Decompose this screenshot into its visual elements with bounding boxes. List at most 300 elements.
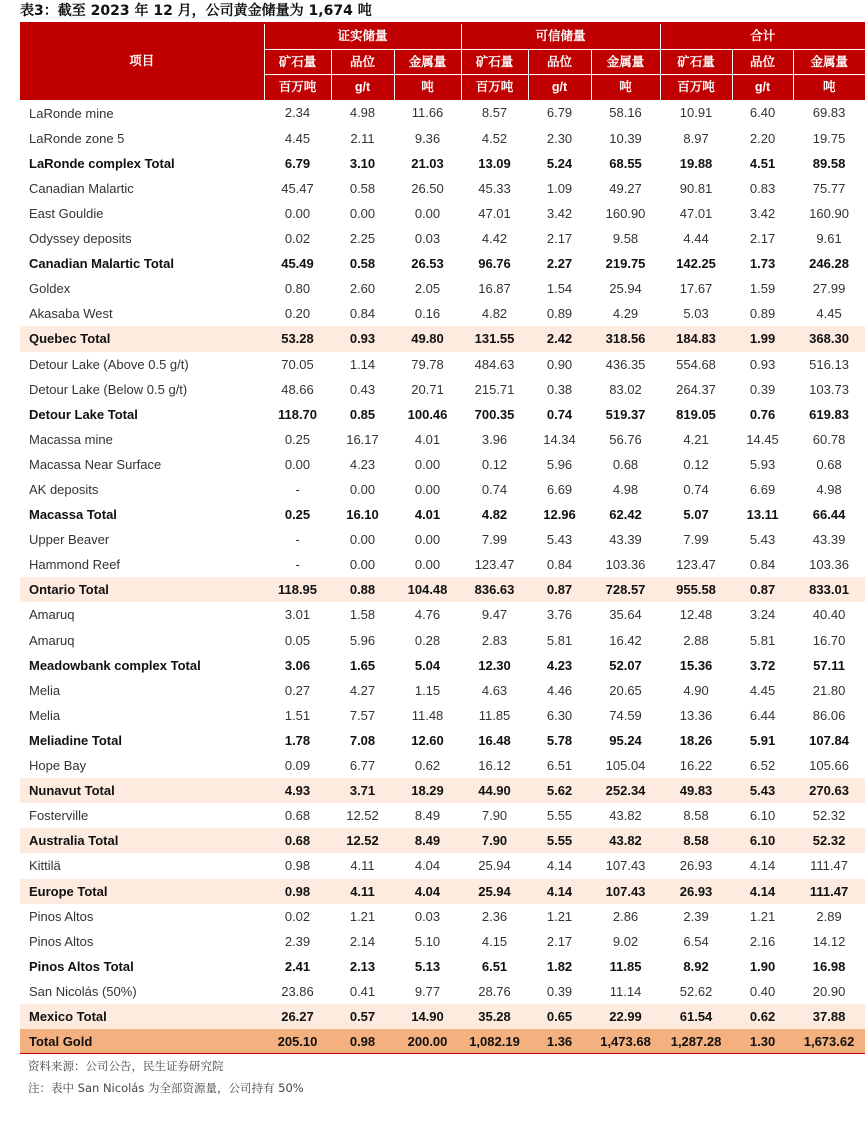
table-cell: 25.94: [461, 879, 528, 904]
table-cell: 83.02: [609, 381, 642, 397]
row-label: Pinos Altos: [29, 908, 94, 924]
table-cell: 9.47: [481, 607, 508, 623]
table-cell: 131.55: [461, 326, 528, 351]
table-cell: 6.79: [546, 105, 573, 121]
table-cell: 0.00: [284, 456, 311, 472]
table-cell: 44.90: [461, 778, 528, 803]
table-cell: 13.09: [478, 155, 511, 171]
table-cell: 3.72: [749, 657, 776, 673]
table-cell: 160.90: [605, 205, 646, 221]
table-cell: 12.48: [679, 607, 713, 623]
subtotal-row: [20, 954, 865, 979]
row-label: East Gouldie: [29, 205, 104, 221]
table-cell: 16.98: [812, 958, 846, 974]
table-cell: 11.48: [411, 707, 444, 723]
table-cell: 1.73: [749, 256, 776, 272]
table-cell: 105.04: [605, 758, 646, 774]
table-cell: 4.82: [481, 306, 508, 322]
table-cell: 5.62: [528, 778, 591, 803]
table-cell: 52.32: [812, 808, 846, 824]
table-row: [20, 126, 865, 151]
table-cell: 215.71: [474, 381, 515, 397]
table-cell: 836.63: [461, 577, 528, 602]
table-cell: 4.04: [414, 858, 441, 874]
table-cell: 103.36: [809, 557, 849, 573]
table-cell: 4.15: [481, 933, 508, 949]
table-cell: 26.27: [264, 1004, 331, 1029]
table-cell: 1,673.62: [793, 1029, 865, 1054]
table-cell: 26.50: [411, 180, 444, 196]
table-cell: 8.97: [683, 130, 709, 146]
table-cell: 0.89: [546, 306, 573, 322]
table-cell: 270.63: [793, 778, 865, 803]
table-cell: 318.56: [591, 326, 660, 351]
table-row: [20, 929, 865, 954]
table-cell: 7.08: [349, 732, 376, 748]
table-cell: 16.22: [679, 758, 713, 774]
table-cell: 2.13: [349, 958, 376, 974]
table-cell: 6.69: [749, 482, 776, 498]
table-cell: 68.55: [609, 155, 642, 171]
table-cell: 105.66: [809, 758, 849, 774]
table-row: [20, 452, 865, 477]
table-cell: 5.43: [749, 532, 776, 548]
table-cell: 96.76: [478, 256, 511, 272]
row-label: Macassa Near Surface: [29, 456, 162, 472]
table-cell: 4.45: [749, 682, 776, 698]
table-cell: 955.58: [660, 577, 732, 602]
row-label: Pinos Altos: [29, 933, 94, 949]
table-cell: 2.17: [546, 231, 573, 247]
table-cell: 1.21: [546, 908, 573, 924]
row-label: Australia Total: [20, 828, 264, 853]
table-cell: 2.39: [683, 908, 709, 924]
table-cell: 4.23: [349, 456, 376, 472]
table-cell: 264.37: [676, 381, 716, 397]
table-cell: 75.77: [812, 180, 846, 196]
table-cell: 48.66: [281, 381, 314, 397]
table-cell: 25.94: [478, 858, 511, 874]
table-row: [20, 276, 865, 301]
table-cell: 104.48: [394, 577, 461, 602]
remark-note: 注：表中 San Nicolás 为全部资源量，公司持有 50%: [28, 1081, 304, 1095]
table-cell: 0.00: [349, 532, 376, 548]
table-cell: 118.70: [277, 406, 318, 422]
row-label: Detour Lake Total: [29, 406, 138, 422]
table-cell: 14.90: [394, 1004, 461, 1029]
region-total-row: [20, 828, 865, 853]
table-cell: 16.10: [346, 507, 379, 523]
table-cell: 5.55: [528, 828, 591, 853]
table-cell: 1.90: [749, 958, 776, 974]
row-label: Amaruq: [29, 607, 75, 623]
table-cell: 0.39: [546, 983, 573, 999]
table-cell: 0.84: [546, 557, 573, 573]
table-cell: 89.58: [812, 155, 846, 171]
metric-header: 金属量: [793, 49, 865, 75]
table-cell: 5.78: [546, 732, 573, 748]
table-cell: 52.07: [609, 657, 642, 673]
table-cell: 10.91: [679, 105, 713, 121]
row-label: Detour Lake (Above 0.5 g/t): [29, 356, 189, 372]
row-label: Macassa mine: [29, 431, 113, 447]
table-cell: 103.73: [809, 381, 849, 397]
row-label: Meliadine Total: [29, 732, 122, 748]
table-cell: 0.12: [683, 456, 709, 472]
table-cell: 49.80: [394, 326, 461, 351]
table-cell: 12.96: [543, 507, 576, 523]
table-row: [20, 377, 865, 402]
row-label: Akasaba West: [29, 306, 113, 322]
table-cell: 4.51: [749, 155, 776, 171]
table-cell: 2.89: [816, 908, 842, 924]
row-label: Melia: [29, 707, 61, 723]
metric-header: 金属量: [394, 49, 461, 75]
table-cell: 11.14: [609, 983, 642, 999]
table-cell: 4.29: [612, 306, 639, 322]
table-cell: 12.30: [478, 657, 511, 673]
table-cell: 35.64: [609, 607, 642, 623]
table-cell: 0.02: [284, 231, 311, 247]
table-cell: 6.10: [749, 808, 776, 824]
table-cell: 4.23: [546, 657, 573, 673]
table-cell: 728.57: [591, 577, 660, 602]
table-cell: 49.83: [660, 778, 732, 803]
table-cell: 484.63: [474, 356, 515, 372]
table-cell: 47.01: [679, 205, 713, 221]
table-cell: 184.83: [660, 326, 732, 351]
table-row: [20, 427, 865, 452]
table-cell: 0.25: [284, 431, 311, 447]
grand-total-row: [20, 1029, 865, 1054]
table-cell: 368.30: [793, 326, 865, 351]
table-cell: 40.40: [812, 607, 846, 623]
table-cell: 3.71: [331, 778, 394, 803]
table-cell: 2.83: [481, 632, 508, 648]
table-cell: 111.47: [793, 879, 865, 904]
table-cell: 5.24: [546, 155, 573, 171]
table-cell: 0.00: [414, 557, 441, 573]
table-cell: 3.06: [284, 657, 311, 673]
table-cell: 23.86: [281, 983, 314, 999]
table-cell: 1.36: [528, 1029, 591, 1054]
table-cell: 4.27: [349, 682, 376, 698]
table-cell: 3.76: [546, 607, 573, 623]
table-row: [20, 176, 865, 201]
table-cell: 25.94: [609, 281, 642, 297]
table-cell: 11.85: [609, 958, 642, 974]
unit-header: 百万吨: [461, 75, 528, 100]
row-label: Hope Bay: [29, 758, 87, 774]
table-cell: 252.34: [591, 778, 660, 803]
table-cell: 0.98: [331, 1029, 394, 1054]
table-cell: 2.17: [546, 933, 573, 949]
table-cell: 4.01: [414, 507, 441, 523]
table-cell: 43.82: [609, 808, 642, 824]
table-cell: 0.03: [414, 908, 441, 924]
table-cell: 4.45: [284, 130, 311, 146]
table-cell: 7.57: [349, 707, 376, 723]
table-cell: 700.35: [474, 406, 515, 422]
table-cell: 0.89: [749, 306, 776, 322]
table-cell: 56.76: [609, 431, 642, 447]
metric-header: 品位: [732, 49, 793, 75]
table-cell: 118.95: [264, 577, 331, 602]
table-cell: 15.36: [679, 657, 713, 673]
unit-header: 吨: [591, 75, 660, 100]
table-cell: 1.30: [732, 1029, 793, 1054]
table-cell: 4.14: [732, 879, 793, 904]
table-cell: 8.57: [481, 105, 508, 121]
table-cell: 5.81: [749, 632, 776, 648]
table-cell: 0.84: [349, 306, 376, 322]
table-cell: 0.27: [284, 682, 311, 698]
table-cell: 1.09: [546, 180, 573, 196]
table-cell: 0.58: [349, 256, 376, 272]
group-header-proven: 证实储量: [264, 24, 461, 49]
table-cell: 3.10: [349, 155, 376, 171]
table-cell: 1.59: [749, 281, 776, 297]
table-cell: 516.13: [809, 356, 849, 372]
table-cell: 123.47: [474, 557, 515, 573]
table-cell: 4.21: [683, 431, 709, 447]
table-cell: 0.68: [612, 456, 639, 472]
table-cell: 2.25: [349, 231, 376, 247]
table-cell: 70.05: [281, 356, 314, 372]
table-cell: 5.04: [414, 657, 441, 673]
table-cell: 0.87: [528, 577, 591, 602]
table-cell: 0.38: [546, 381, 573, 397]
table-cell: 2.27: [546, 256, 573, 272]
table-cell: 20.71: [411, 381, 444, 397]
table-cell: 4.14: [528, 879, 591, 904]
table-cell: 28.76: [478, 983, 511, 999]
table-cell: 1,082.19: [461, 1029, 528, 1054]
table-cell: 66.44: [812, 507, 846, 523]
table-cell: 111.47: [810, 858, 848, 874]
table-row: [20, 226, 865, 251]
table-row: [20, 853, 865, 878]
table-cell: 0.39: [749, 381, 776, 397]
table-cell: 47.01: [478, 205, 511, 221]
table-cell: 519.37: [605, 406, 646, 422]
table-cell: 18.26: [679, 732, 713, 748]
group-header-probable: 可信储量: [461, 24, 660, 49]
table-cell: 4.90: [683, 682, 709, 698]
table-cell: 6.40: [749, 105, 776, 121]
table-cell: 26.93: [660, 879, 732, 904]
row-label: Mexico Total: [20, 1004, 264, 1029]
table-cell: 60.78: [812, 431, 846, 447]
table-cell: 61.54: [660, 1004, 732, 1029]
table-cell: 2.14: [349, 933, 376, 949]
table-cell: 554.68: [676, 356, 716, 372]
table-cell: 1.54: [546, 281, 573, 297]
table-cell: 3.01: [284, 607, 311, 623]
table-cell: 2.20: [749, 130, 776, 146]
row-label: Ontario Total: [20, 577, 264, 602]
table-cell: 13.36: [679, 707, 713, 723]
table-cell: 5.96: [349, 632, 376, 648]
table-cell: 4.98: [816, 482, 842, 498]
table-cell: 219.75: [605, 256, 646, 272]
subtotal-row: [20, 653, 865, 678]
table-cell: 27.99: [812, 281, 846, 297]
table-cell: 0.68: [284, 808, 311, 824]
table-cell: 2.86: [612, 908, 639, 924]
table-cell: 74.59: [609, 707, 642, 723]
region-total-row: [20, 326, 865, 351]
table-row: [20, 904, 865, 929]
table-cell: 8.92: [683, 958, 709, 974]
table-cell: 6.44: [749, 707, 776, 723]
table-cell: 0.68: [816, 456, 842, 472]
table-cell: 7.90: [461, 828, 528, 853]
table-cell: 2.16: [749, 933, 776, 949]
table-cell: 6.51: [481, 958, 508, 974]
row-label: Meadowbank complex Total: [29, 657, 201, 673]
table-cell: 619.83: [809, 406, 849, 422]
row-label: Hammond Reef: [29, 557, 121, 573]
table-cell: 21.03: [411, 155, 444, 171]
table-cell: 3.42: [546, 205, 573, 221]
row-label: Canadian Malartic Total: [29, 256, 174, 272]
table-cell: 26.93: [679, 858, 713, 874]
table-cell: 107.43: [605, 858, 646, 874]
row-label: Melia: [29, 682, 61, 698]
table-cell: 43.39: [812, 532, 846, 548]
table-row: [20, 678, 865, 703]
table-cell: 6.51: [546, 758, 573, 774]
table-cell: 14.34: [543, 431, 576, 447]
table-cell: 4.44: [683, 231, 709, 247]
table-cell: 62.42: [609, 507, 642, 523]
table-cell: 0.74: [481, 482, 508, 498]
table-cell: 2.34: [284, 105, 311, 121]
table-cell: 16.48: [478, 732, 511, 748]
table-cell: 1.58: [349, 607, 376, 623]
table-cell: 20.65: [609, 682, 642, 698]
table-cell: 35.28: [461, 1004, 528, 1029]
unit-header: 百万吨: [660, 75, 732, 100]
table-cell: 7.99: [481, 532, 508, 548]
table-cell: 7.90: [481, 808, 508, 824]
table-cell: 0.98: [284, 858, 311, 874]
table-cell: 3.24: [749, 607, 776, 623]
table-cell: 2.36: [481, 908, 508, 924]
table-cell: 0.05: [284, 632, 311, 648]
region-total-row: [20, 1004, 865, 1029]
table-cell: 0.93: [749, 356, 776, 372]
table-cell: 0.93: [331, 326, 394, 351]
table-cell: 0.83: [749, 180, 776, 196]
table-cell: 4.42: [481, 231, 508, 247]
bottom-rule: [20, 1053, 865, 1054]
table-cell: 14.12: [812, 933, 846, 949]
table-cell: 0.74: [683, 482, 709, 498]
table-cell: 205.10: [264, 1029, 331, 1054]
table-cell: 5.91: [749, 732, 776, 748]
region-total-row: [20, 879, 865, 904]
table-title: 表3：截至 2023 年 12 月，公司黄金储量为 1,674 吨: [20, 3, 372, 19]
table-cell: 0.98: [264, 879, 331, 904]
table-cell: 0.00: [349, 205, 376, 221]
table-cell: 0.03: [414, 231, 441, 247]
table-cell: 16.17: [346, 431, 379, 447]
metric-header: 金属量: [591, 49, 660, 75]
table-cell: 45.33: [478, 180, 511, 196]
table-cell: 69.83: [812, 105, 846, 121]
table-cell: 6.54: [683, 933, 709, 949]
table-cell: 6.30: [546, 707, 573, 723]
table-cell: 103.36: [605, 557, 646, 573]
group-header-total: 合计: [660, 24, 865, 49]
table-cell: 0.84: [749, 557, 776, 573]
table-cell: 4.11: [350, 858, 375, 874]
row-label: Canadian Malartic: [29, 180, 134, 196]
table-cell: 0.16: [414, 306, 441, 322]
table-cell: 0.57: [331, 1004, 394, 1029]
table-cell: 49.27: [609, 180, 642, 196]
table-cell: 0.80: [284, 281, 311, 297]
table-cell: -: [295, 557, 300, 573]
row-label: Macassa Total: [29, 507, 117, 523]
table-cell: 1.21: [349, 908, 376, 924]
row-label: Goldex: [29, 281, 71, 297]
table-cell: 1.78: [284, 732, 311, 748]
table-cell: 19.75: [812, 130, 846, 146]
table-cell: 16.87: [478, 281, 511, 297]
table-cell: 0.62: [732, 1004, 793, 1029]
table-cell: 1.65: [349, 657, 376, 673]
table-cell: 9.02: [612, 933, 639, 949]
table-cell: 16.12: [478, 758, 511, 774]
table-cell: 4.98: [612, 482, 639, 498]
unit-header: 吨: [793, 75, 865, 100]
table-cell: 7.99: [683, 532, 709, 548]
table-cell: 4.14: [546, 858, 573, 874]
table-cell: 4.46: [546, 682, 573, 698]
table-cell: 2.11: [350, 130, 375, 146]
table-row: [20, 602, 865, 627]
table-cell: 0.25: [284, 507, 311, 523]
table-cell: 5.81: [546, 632, 573, 648]
table-cell: 26.53: [411, 256, 444, 272]
table-cell: 9.58: [612, 231, 639, 247]
row-label: Fosterville: [29, 808, 89, 824]
row-label: Amaruq: [29, 632, 75, 648]
table-cell: 246.28: [809, 256, 849, 272]
subtotal-row: [20, 402, 865, 427]
table-cell: 0.09: [284, 758, 311, 774]
table-cell: 0.20: [284, 306, 311, 322]
table-cell: 2.60: [349, 281, 376, 297]
table-cell: 14.45: [746, 431, 779, 447]
table-cell: 6.79: [284, 155, 311, 171]
table-cell: 6.10: [732, 828, 793, 853]
table-cell: 5.10: [414, 933, 441, 949]
table-cell: 436.35: [605, 356, 646, 372]
table-row: [20, 552, 865, 577]
table-cell: 6.52: [749, 758, 776, 774]
table-cell: 5.43: [732, 778, 793, 803]
table-cell: 4.01: [414, 431, 441, 447]
table-cell: -: [295, 482, 300, 498]
table-cell: 0.65: [528, 1004, 591, 1029]
table-cell: 5.43: [546, 532, 573, 548]
table-row: [20, 527, 865, 552]
table-cell: 12.52: [346, 808, 379, 824]
